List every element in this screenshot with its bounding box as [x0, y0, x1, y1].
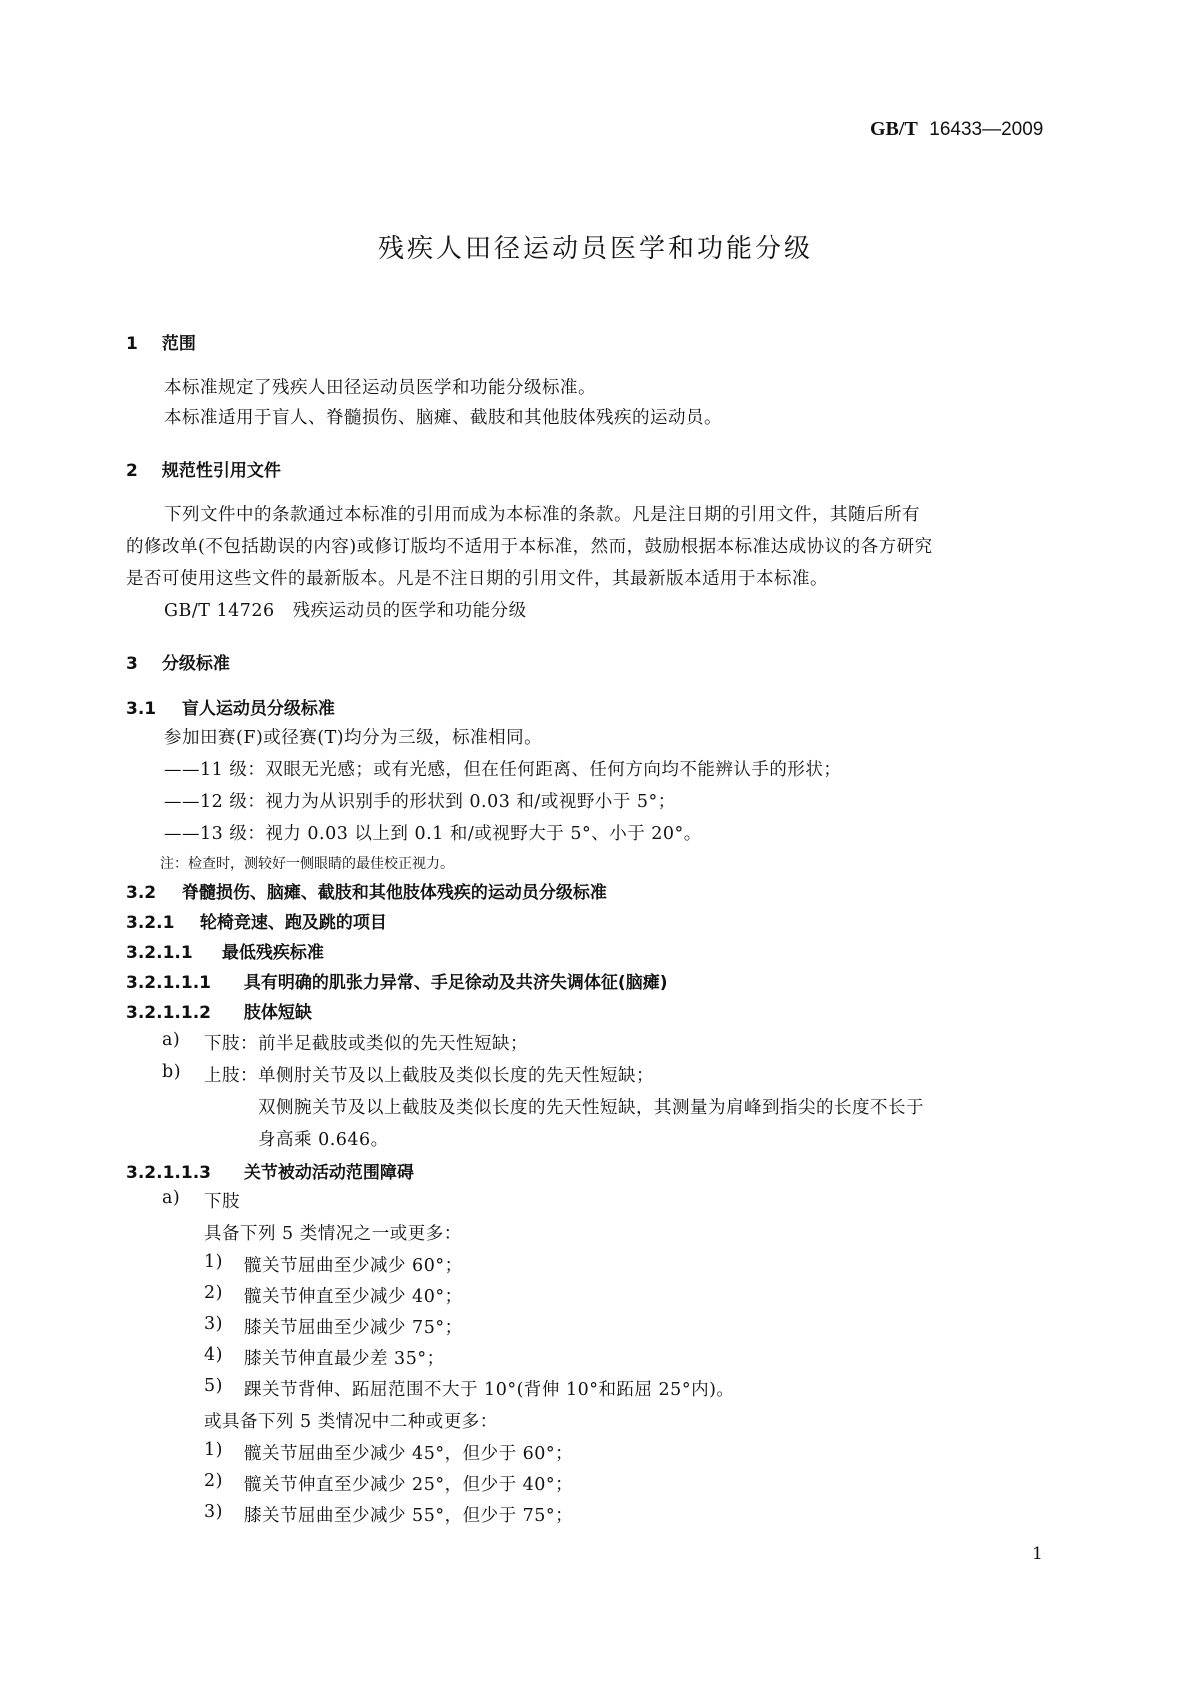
paragraph: 参加田赛(F)或径赛(T)均分为三级，标准相同。	[164, 728, 543, 748]
list-item: 上肢：单侧肘关节及以上截肢及类似长度的先天性短缺；	[204, 1066, 654, 1086]
paragraph-line: 的修改单(不包括勘误的内容)或修订版均不适用于本标准，然而，鼓励根据本标准达成协议的各方研究	[126, 537, 933, 557]
note: 注：检查时，测较好一侧眼睛的最佳校正视力。	[160, 856, 454, 872]
section-2-heading	[126, 456, 281, 481]
list-item: 膝关节屈曲至少减少 55°，但少于 75°；	[244, 1506, 574, 1526]
section-number: 1	[126, 334, 138, 354]
section-title: 分级标准	[161, 654, 230, 674]
section-number: 3.2.1.1.1	[126, 973, 211, 993]
paragraph: 或具备下列 5 类情况中二种或更多：	[204, 1412, 498, 1432]
section-3-2-heading	[126, 878, 607, 903]
section-number: 3.1	[126, 699, 157, 719]
section-title: 盲人运动员分级标准	[181, 699, 335, 719]
list-label: 2)	[204, 1471, 223, 1491]
list-item: 髋关节伸直至少减少 25°，但少于 40°；	[244, 1475, 574, 1495]
paragraph-line: 下列文件中的条款通过本标准的引用而成为本标准的条款。凡是注日期的引用文件，其随后所有	[164, 505, 920, 525]
section-3-2-1-1-3-heading	[126, 1158, 414, 1183]
list-item: 膝关节伸直最少差 35°；	[244, 1349, 445, 1369]
list-item: 下肢	[204, 1192, 240, 1212]
list-item: 膝关节屈曲至少减少 75°；	[244, 1318, 463, 1338]
section-title: 具有明确的肌张力异常、手足徐动及共济失调体征(脑瘫)	[243, 973, 668, 993]
list-label: 3)	[204, 1502, 223, 1522]
paragraph: 本标准规定了残疾人田径运动员医学和功能分级标准。	[164, 378, 596, 398]
normative-reference: GB/T 14726 残疾运动员的医学和功能分级	[164, 601, 527, 621]
list-item: 踝关节背伸、跖屈范围不大于 10°(背伸 10°和跖屈 25°内)。	[244, 1380, 735, 1400]
list-item: 髋关节伸直至少减少 40°；	[244, 1287, 463, 1307]
standard-number: 16433—2009	[929, 119, 1044, 140]
section-title: 轮椅竞速、跑及跳的项目	[199, 913, 387, 933]
section-3-1-heading	[126, 694, 335, 719]
list-item-continuation: 双侧腕关节及以上截肢及类似长度的先天性短缺，其测量为肩峰到指尖的长度不长于	[258, 1098, 924, 1118]
section-3-heading	[126, 649, 230, 674]
list-item: ——13 级：视力 0.03 以上到 0.1 和/或视野大于 5°、小于 20°。	[164, 824, 702, 844]
list-item: 髋关节屈曲至少减少 60°；	[244, 1256, 463, 1276]
section-title: 肢体短缺	[243, 1003, 312, 1023]
page-number: 1	[1032, 1544, 1043, 1564]
section-number: 3.2.1.1	[126, 943, 193, 963]
section-3-2-1-1-2-heading	[126, 998, 312, 1023]
list-label: 2)	[204, 1283, 223, 1303]
list-label: b)	[162, 1062, 182, 1082]
list-item-continuation: 身高乘 0.646。	[258, 1130, 389, 1150]
section-title: 最低残疾标准	[221, 943, 324, 963]
document-title: 残疾人田径运动员医学和功能分级	[377, 234, 813, 264]
list-label: 3)	[204, 1314, 223, 1334]
section-number: 3.2.1	[126, 913, 175, 933]
paragraph: 具备下列 5 类情况之一或更多：	[204, 1224, 462, 1244]
list-label: 1)	[204, 1252, 223, 1272]
list-label: a)	[162, 1188, 181, 1208]
section-3-2-1-1-heading	[126, 938, 324, 963]
section-number: 3.2.1.1.2	[126, 1003, 211, 1023]
section-title: 规范性引用文件	[161, 461, 281, 481]
section-title: 关节被动活动范围障碍	[243, 1163, 414, 1183]
list-label: 5)	[204, 1376, 223, 1396]
list-label: a)	[162, 1030, 181, 1050]
section-1-heading	[126, 329, 196, 354]
section-number: 2	[126, 461, 138, 481]
list-label: 1)	[204, 1440, 223, 1460]
standard-prefix: GB/T	[870, 118, 918, 140]
paragraph: 本标准适用于盲人、脊髓损伤、脑瘫、截肢和其他肢体残疾的运动员。	[164, 408, 722, 428]
list-item: ——12 级：视力为从识别手的形状到 0.03 和/或视野小于 5°；	[164, 792, 676, 812]
list-item: 髋关节屈曲至少减少 45°，但少于 60°；	[244, 1444, 574, 1464]
list-item: ——11 级：双眼无光感；或有光感，但在任何距离、任何方向均不能辨认手的形状；	[164, 760, 842, 780]
section-number: 3.2.1.1.3	[126, 1163, 211, 1183]
section-title: 范围	[161, 334, 196, 354]
paragraph-line: 是否可使用这些文件的最新版本。凡是不注日期的引用文件，其最新版本适用于本标准。	[126, 569, 828, 589]
standard-code	[870, 118, 1043, 141]
section-title: 脊髓损伤、脑瘫、截肢和其他肢体残疾的运动员分级标准	[181, 883, 607, 903]
section-number: 3	[126, 654, 138, 674]
section-3-2-1-heading	[126, 908, 387, 933]
list-item: 下肢：前半足截肢或类似的先天性短缺；	[204, 1034, 528, 1054]
section-number: 3.2	[126, 883, 157, 903]
section-3-2-1-1-1-heading	[126, 968, 667, 993]
list-label: 4)	[204, 1345, 223, 1365]
